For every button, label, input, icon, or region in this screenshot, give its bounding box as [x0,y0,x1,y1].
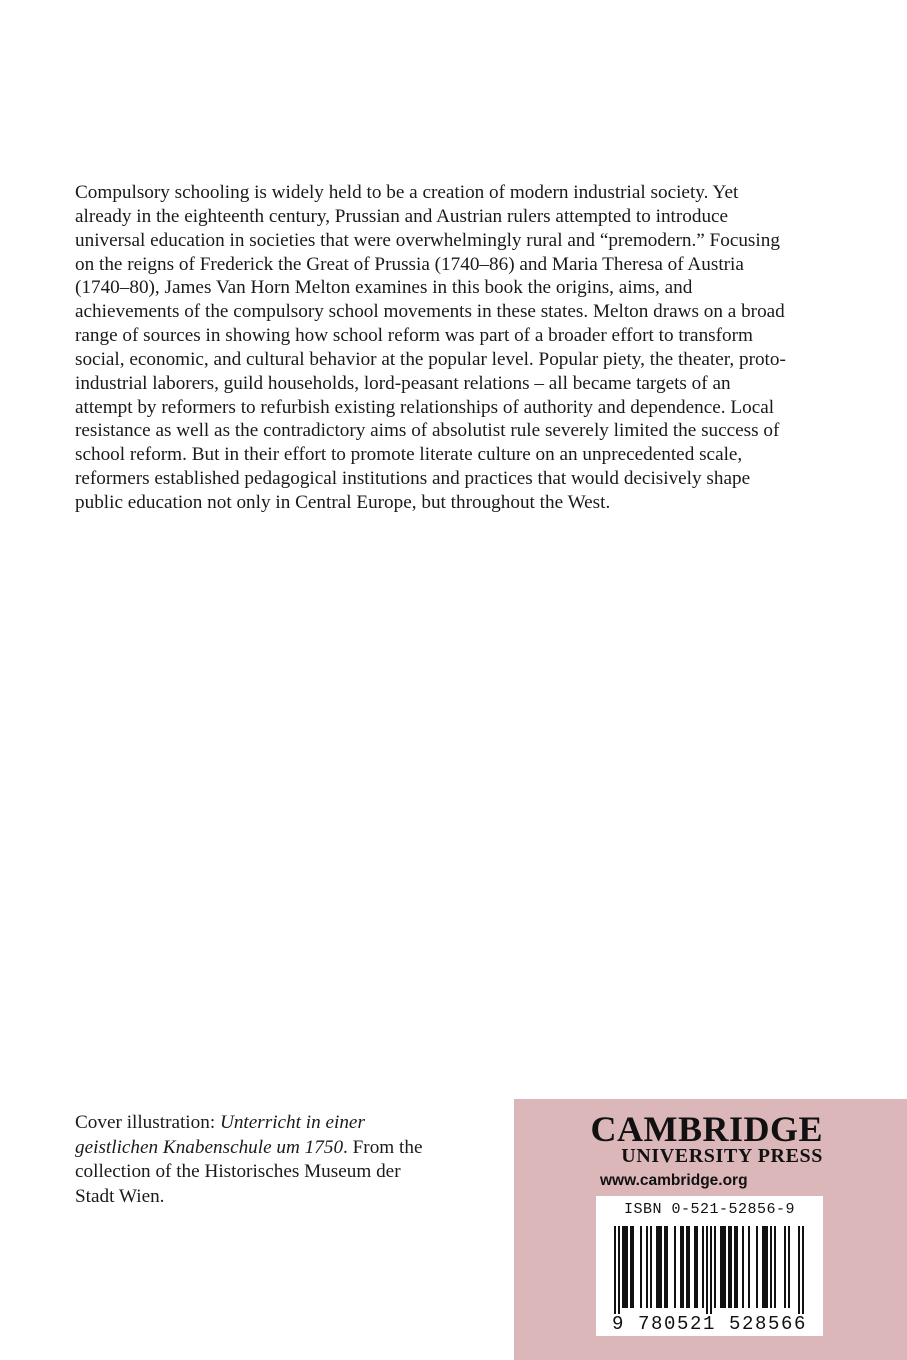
ean-digits: 9 780521 528566 [611,1313,808,1335]
barcode-icon [608,1226,811,1314]
blurb-line: (1740–80), James Van Horn Melton examines in this book the origins, aims, and [75,277,693,299]
blurb-line: school reform. But in their effort to promote literate culture on an unprecedented scale, [75,444,743,466]
credit-title: geistlichen Knabenschule um 1750 [75,1136,344,1158]
barcode-bar [722,1226,724,1308]
cover-illustration-credit [75,1111,445,1209]
barcode-bar [756,1226,758,1308]
publisher-website[interactable]: www.cambridge.org [600,1172,748,1189]
blurb-line: universal education in societies that were overwhelmingly rural and “premodern.” Focusing [75,229,780,251]
barcode-bar [622,1226,624,1308]
barcode-bar [656,1226,658,1308]
blurb-line: already in the eighteenth century, Prussian and Austrian rulers attempted to introduce [75,205,729,227]
barcode-bar [696,1226,698,1308]
credit-line: collection of the Historisches Museum der [75,1161,401,1182]
barcode-bar [802,1226,804,1314]
barcode-bar [770,1226,772,1308]
barcode-bar [632,1226,634,1308]
credit-prefix: Cover illustration: [75,1112,220,1133]
barcode-bar [680,1226,682,1308]
barcode-bar [646,1226,648,1308]
barcode-bar [766,1226,768,1308]
barcode-bar [666,1226,668,1308]
barcode-bar [650,1226,652,1308]
barcode-bar [728,1226,730,1308]
barcode-bar [614,1226,616,1314]
barcode-bar [724,1226,726,1308]
credit-line: Stadt Wien. [75,1185,165,1207]
barcode-bar [774,1226,776,1308]
barcode-bar [624,1226,626,1308]
barcode-bar [686,1226,688,1308]
barcode-bar [798,1226,800,1314]
barcode-bar [762,1226,764,1308]
blurb-line: industrial laborers, guild households, lord-peasant relations – all became targets of an [75,372,731,394]
publisher-subtitle: UNIVERSITY PRESS [621,1145,823,1167]
barcode-bar [682,1226,684,1308]
barcode-bar [720,1226,722,1308]
barcode-bar [660,1226,662,1308]
barcode-bar [706,1226,708,1314]
blurb-line: resistance as well as the contradictory aims of absolutist rule severely limited the success of [75,420,780,442]
barcode-bar [626,1226,628,1308]
barcode-bar [784,1226,786,1308]
blurb-line: on the reigns of Frederick the Great of Prussia (1740–86) and Maria Theresa of Austria [75,253,744,275]
barcode-bar [736,1226,738,1308]
barcode-bar [688,1226,690,1308]
credit-line [75,1136,445,1161]
barcode-bar [702,1226,704,1308]
blurb-line: Compulsory schooling is widely held to be a creation of modern industrial society. Yet [75,182,739,203]
credit-line [75,1111,445,1136]
blurb-line: social, economic, and cultural behavior at the popular level. Popular piety, the theater, proto- [75,348,786,370]
barcode-bar [734,1226,736,1308]
isbn-barcode-block [596,1196,823,1336]
isbn-label: ISBN 0-521-52856-9 [623,1201,796,1218]
barcode-bar [714,1226,716,1308]
barcode-bar [742,1226,744,1308]
barcode-bar [710,1226,712,1314]
barcode-bar [664,1226,666,1308]
publisher-panel [514,1099,907,1360]
blurb-line: attempt by reformers to refurbish existing relationships of authority and dependence. Local [75,396,775,418]
barcode-bar [640,1226,642,1308]
publisher-name: CAMBRIDGE [590,1109,823,1149]
credit-title: Unterricht in einer [219,1112,365,1133]
barcode-bar [658,1226,660,1308]
barcode-bar [788,1226,790,1308]
barcode-bar [764,1226,766,1308]
credit-suffix: . From the [343,1136,423,1158]
blurb-line: range of sources in showing how school reform was part of a broader effort to transform [75,325,753,347]
blurb-line: public education not only in Central Europe, but throughout the West. [75,491,611,513]
barcode-bar [674,1226,676,1308]
blurb-line: reformers established pedagogical institutions and practices that would decisively shape [75,468,751,490]
barcode-bar [618,1226,620,1314]
blurb-line: achievements of the compulsory school movements in these states. Melton draws on a broad [75,301,785,323]
barcode-bar [748,1226,750,1308]
back-cover-blurb [75,181,835,515]
barcode-bar [630,1226,632,1308]
barcode-bar [694,1226,696,1308]
barcode-bar [730,1226,732,1308]
